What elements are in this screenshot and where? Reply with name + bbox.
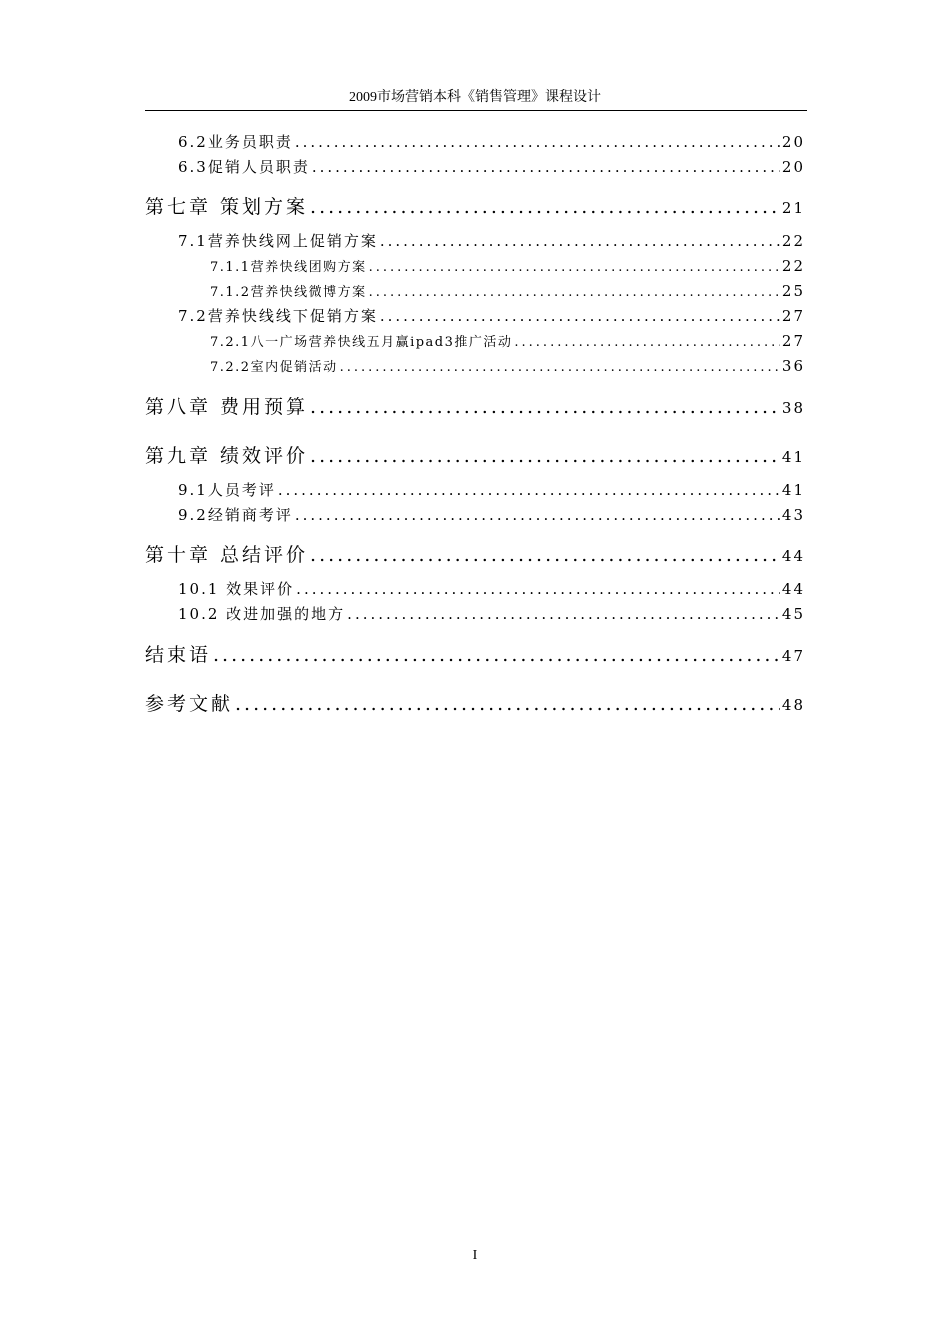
toc-entry-page: 43 bbox=[781, 506, 805, 524]
toc-leader-dots bbox=[369, 260, 780, 275]
toc-entry[interactable] bbox=[178, 131, 805, 152]
toc-leader-dots bbox=[295, 133, 780, 151]
toc-entry-title: 第七章 策划方案 bbox=[145, 196, 309, 218]
toc-leader-dots bbox=[296, 580, 780, 598]
toc-entry-title: 7.2.2室内促销活动 bbox=[210, 360, 338, 375]
toc-entry-page: 47 bbox=[781, 647, 805, 665]
toc-entry-page: 27 bbox=[781, 332, 805, 350]
toc-subentry[interactable] bbox=[210, 256, 805, 275]
toc-entry-title: 7.1.2营养快线微博方案 bbox=[210, 285, 367, 300]
toc-leader-dots bbox=[213, 644, 780, 666]
toc-leader-dots bbox=[235, 693, 780, 715]
toc-subentry[interactable] bbox=[210, 281, 805, 300]
toc-entry-page: 41 bbox=[781, 481, 805, 499]
toc-entry[interactable] bbox=[178, 156, 805, 177]
toc-leader-dots bbox=[295, 506, 780, 524]
toc-entry[interactable] bbox=[178, 479, 805, 500]
toc-leader-dots bbox=[278, 481, 780, 499]
page-header: 2009市场营销本科《销售管理》课程设计 bbox=[349, 90, 601, 105]
toc-leader-dots bbox=[514, 335, 780, 350]
toc-chapter-entry[interactable] bbox=[145, 640, 805, 667]
toc-entry[interactable] bbox=[178, 578, 805, 599]
toc-entry-page: 22 bbox=[781, 232, 805, 250]
toc-leader-dots bbox=[310, 445, 780, 467]
toc-entry-title: 6.3促销人员职责 bbox=[178, 158, 310, 176]
toc-entry-page: 27 bbox=[781, 307, 805, 325]
toc-leader-dots bbox=[310, 396, 780, 418]
toc-entry[interactable] bbox=[178, 504, 805, 525]
toc-subentry[interactable] bbox=[210, 331, 805, 350]
toc-entry[interactable] bbox=[178, 305, 805, 326]
toc-entry-title: 7.2营养快线线下促销方案 bbox=[178, 307, 378, 325]
toc-leader-dots bbox=[380, 307, 780, 325]
toc-entry-page: 41 bbox=[781, 448, 805, 466]
toc-entry-page: 38 bbox=[781, 399, 805, 417]
toc-entry-title: 7.1营养快线网上促销方案 bbox=[178, 232, 378, 250]
toc-entry[interactable] bbox=[178, 230, 805, 251]
toc-leader-dots bbox=[310, 544, 780, 566]
toc-chapter-entry[interactable] bbox=[145, 192, 805, 219]
toc-chapter-entry[interactable] bbox=[145, 689, 805, 716]
toc-leader-dots bbox=[312, 158, 780, 176]
page-number: I bbox=[472, 1248, 478, 1263]
toc-entry-title: 第八章 费用预算 bbox=[145, 396, 309, 418]
toc-chapter-entry[interactable] bbox=[145, 392, 805, 419]
toc-leader-dots bbox=[340, 360, 780, 375]
toc-entry-title: 10.1 效果评价 bbox=[178, 580, 295, 598]
toc-entry-page: 48 bbox=[781, 696, 805, 714]
toc-leader-dots bbox=[380, 232, 780, 250]
toc-leader-dots bbox=[310, 196, 780, 218]
toc-entry-title: 第十章 总结评价 bbox=[145, 544, 309, 566]
toc-entry-page: 20 bbox=[781, 158, 805, 176]
toc-entry-title: 第九章 绩效评价 bbox=[145, 445, 309, 467]
header-rule bbox=[145, 110, 807, 111]
toc-entry-page: 44 bbox=[781, 547, 805, 565]
toc-entry-title: 结束语 bbox=[145, 644, 212, 666]
toc-entry-title: 7.1.1营养快线团购方案 bbox=[210, 260, 367, 275]
toc-entry-title: 9.1人员考评 bbox=[178, 481, 276, 499]
toc-chapter-entry[interactable] bbox=[145, 441, 805, 468]
toc-entry-page: 20 bbox=[781, 133, 805, 151]
toc-leader-dots bbox=[347, 605, 780, 623]
toc-leader-dots bbox=[369, 285, 780, 300]
toc-entry-title: 9.2经销商考评 bbox=[178, 506, 293, 524]
toc-entry-title: 6.2业务员职责 bbox=[178, 133, 293, 151]
toc-entry-page: 36 bbox=[781, 357, 805, 375]
toc-entry-page: 45 bbox=[781, 605, 805, 623]
toc-chapter-entry[interactable] bbox=[145, 540, 805, 567]
toc-entry[interactable] bbox=[178, 603, 805, 624]
toc-entry-page: 44 bbox=[781, 580, 805, 598]
toc-subentry[interactable] bbox=[210, 356, 805, 375]
toc-entry-title: 10.2 改进加强的地方 bbox=[178, 605, 346, 623]
toc-entry-title: 参考文献 bbox=[145, 693, 234, 715]
toc-entry-title: 7.2.1八一广场营养快线五月赢ipad3推广活动 bbox=[210, 335, 513, 350]
toc-entry-page: 22 bbox=[781, 257, 805, 275]
toc-entry-page: 25 bbox=[781, 282, 805, 300]
toc-entry-page: 21 bbox=[781, 199, 805, 217]
